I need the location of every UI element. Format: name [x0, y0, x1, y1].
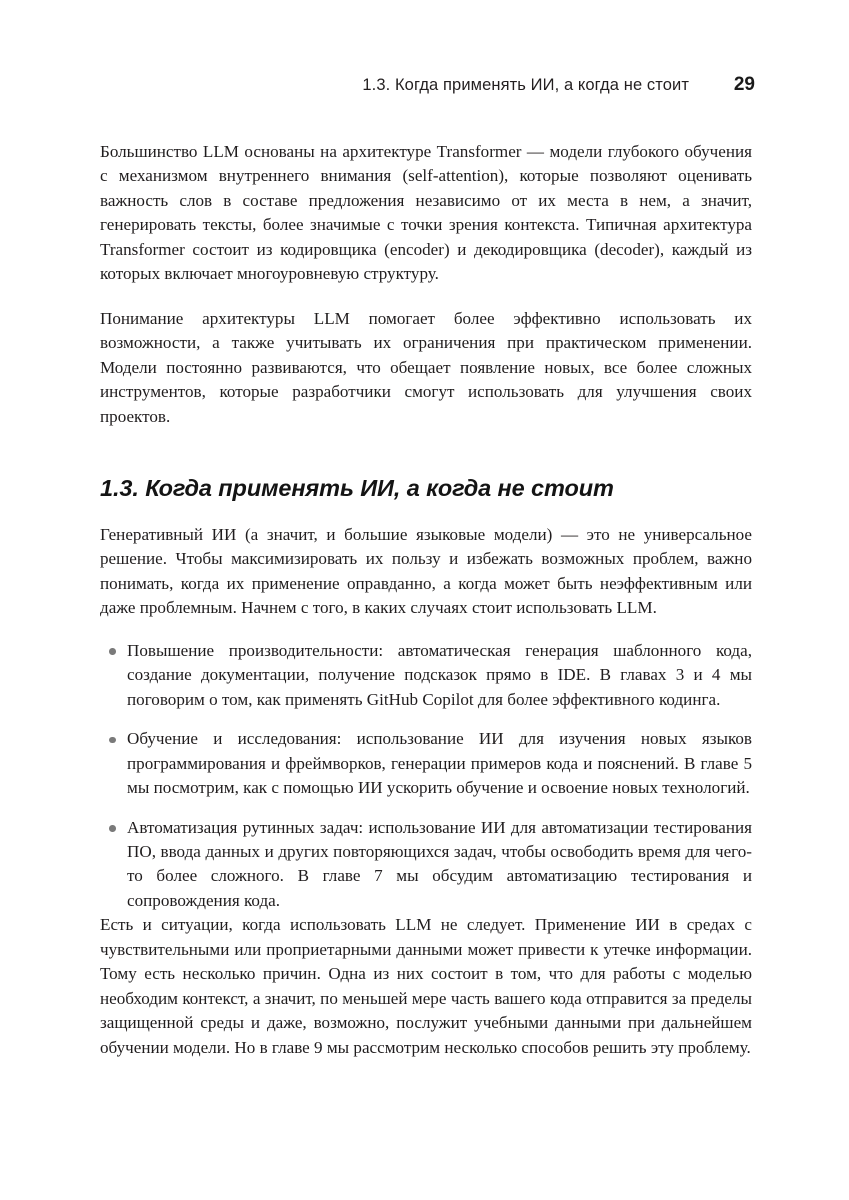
paragraph-transformer-architecture: Большинство LLM основаны на архитектуре Transformer — модели глубокого обучения с механизмом внутреннего внимания (self-attention), которые позволяют оценивать важность слов в составе предложения независимо от их места в нем, а значит, генерировать тексты, более значимые с точки зрения контекста. Типичная архитектура Transformer состоит из кодировщика (encoder) и декодировщика (decoder), каждый из которых включает многоуровневую структуру. [100, 142, 752, 284]
running-head-title: 1.3. Когда применять ИИ, а когда не стоит [362, 76, 689, 94]
list-item [100, 816, 752, 914]
list-item-text: Повышение производительности: автоматическая генерация шаблонного кода, создание документации, получение подсказок прямо в IDE. В главах 3 и 4 мы поговорим о том, как применять GitHub Copilot для более эффективного кодинга. [127, 640, 752, 709]
use-case-list [100, 639, 752, 914]
bullet-dot-icon [109, 648, 116, 655]
bullet-dot-icon [109, 737, 116, 744]
list-item-text: Обучение и исследования: использование ИИ для изучения новых языков программирования и фреймворков, генерации примеров кода и пояснений. В главе 5 мы посмотрим, как с помощью ИИ ускорить обучение и освоение новых технологий. [127, 729, 752, 798]
running-header [100, 74, 755, 96]
section-heading-wrap [100, 474, 752, 502]
text-column [100, 140, 752, 1060]
list-item-text: Автоматизация рутинных задач: использование ИИ для автоматизации тестирования ПО, ввода данных и других повторяющихся задач, чтобы освободить время для чего-то более сложного. В главе 7 мы обсудим автоматизацию тестирования и сопровождения кода. [127, 817, 752, 910]
page-number: 29 [733, 74, 755, 95]
list-item [100, 639, 752, 712]
paragraph-llm-understanding: Понимание архитектуры LLM помогает более эффективно использовать их возможности, а также учитывать их ограничения при практическом применении. Модели постоянно развиваются, что обещает появление новых, все более сложных инструментов, которые разработчики смогут использовать для улучшения своих проектов. [100, 308, 752, 426]
section-heading: 1.3. Когда применять ИИ, а когда не стоит [100, 474, 614, 501]
bullet-dot-icon [109, 825, 116, 832]
paragraph-generative-ai-intro: Генеративный ИИ (а значит, и большие языковые модели) — это не универсальное решение. Чтобы максимизировать их пользу и избежать возможных проблем, важно понимать, когда их применение оправданно, а когда может быть неэффективным или даже проблемным. Начнем с того, в каких случаях стоит использовать LLM. [100, 524, 752, 618]
paragraph-when-not-to-use: Есть и ситуации, когда использовать LLM не следует. Применение ИИ в средах с чувствительными или проприетарными данными может привести к утечке информации. Тому есть несколько причин. Одна из них состоит в том, что для работы с моделью необходим контекст, а значит, по меньшей мере часть вашего кода отправится за пределы защищенной среды и даже, возможно, послужит учебными данными при дальнейшем обучении модели. Но в главе 9 мы рассмотрим несколько способов решить эту проблему. [100, 915, 752, 1057]
list-item [100, 727, 752, 800]
